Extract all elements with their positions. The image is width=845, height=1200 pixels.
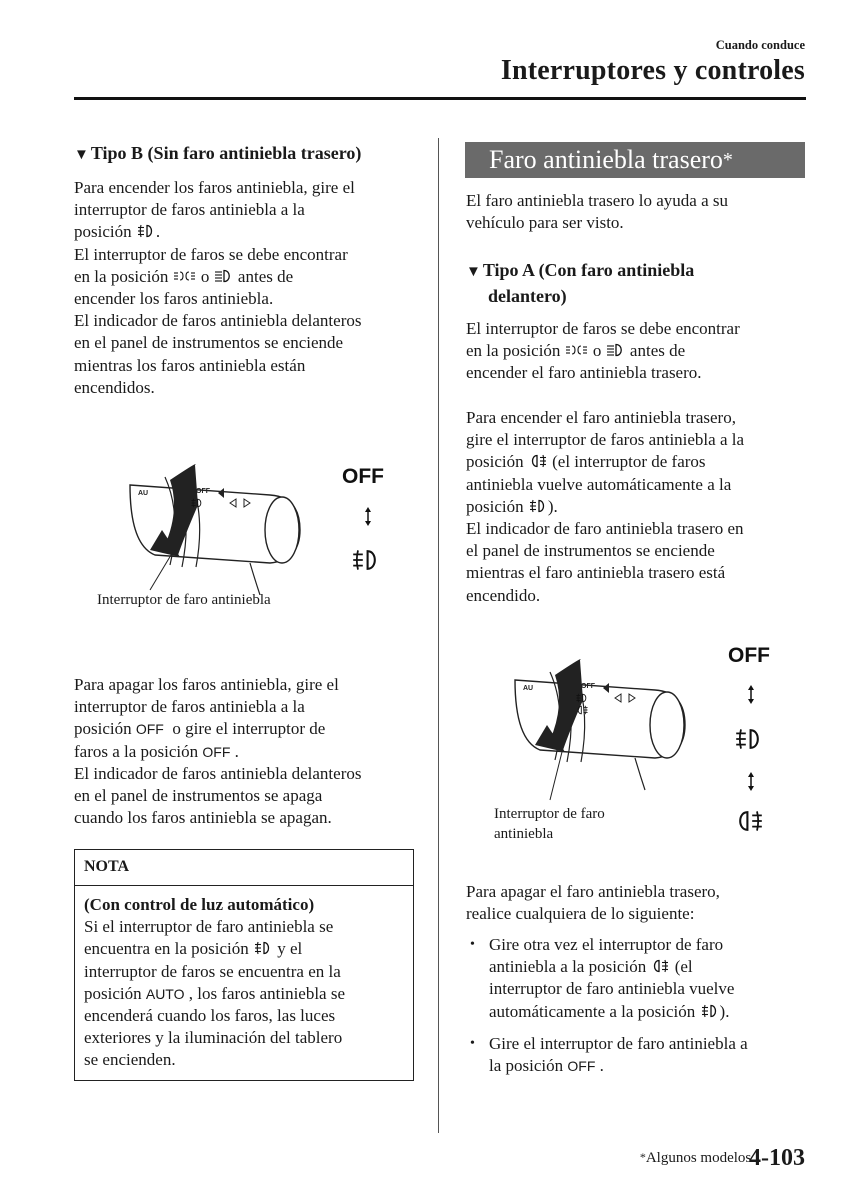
triangle-marker-icon: ▼ (74, 147, 89, 163)
rear-fog-icon (740, 811, 762, 830)
footer-note: *Algunos modelos. (639, 1150, 755, 1166)
bullet-item-1: • Gire otra vez el interruptor de faro antiniebla a la posición (el interruptor de faro antiniebla vuelve automáticamente a la posición ). (470, 935, 735, 1021)
right-subheading: ▼ Tipo A (Con faro antiniebla delantero) (466, 260, 695, 306)
front-fog-icon (736, 729, 758, 748)
nota-title: NOTA (84, 858, 130, 875)
off-code: OFF (202, 743, 231, 760)
column-divider (438, 138, 439, 1133)
nota-divider (75, 885, 413, 886)
bullet-icon: • (470, 937, 475, 952)
switch-auto-mark: AU (138, 490, 149, 497)
front-fog-icon (253, 941, 273, 955)
off-code: OFF (567, 1058, 596, 1075)
section-banner: Faro antiniebla trasero* (465, 142, 805, 178)
right-para-1: El interruptor de faros se debe encontrar en la posición o antes de encender el faro antiniebla trasero. (466, 319, 740, 383)
off-code: OFF (135, 721, 164, 738)
left-para-1: Para encender los faros antiniebla, gire el interruptor de faros antiniebla a la posición . El interruptor de faros se debe encontrar en la posición o antes de encender los faros antiniebla. El indicador de faros antiniebla delanteros en el panel de instrumentos se enciende mientras los faros antiniebla están encendidos. (74, 178, 362, 397)
nota-body: (Con control de luz automático) Si el interruptor de faro antiniebla se encuentra en la posición y el interruptor de faros se encuentra en la posición AUTO , los faros antiniebla se encenderá cuando los faros, las luces exteriores y la iluminación del tablero se encienden. (84, 895, 346, 1070)
switch-off-mark: OFF (581, 683, 595, 690)
parking-lights-icon (173, 269, 197, 283)
right-para-2: Para encender el faro antiniebla trasero, gire el interruptor de faros antiniebla a la posición (el interruptor de faros antiniebla vuelve automáticamente a la posición ). El indicador de faro antiniebla trasero en el panel de instrumentos se enciende mientras el faro antiniebla trasero está encendido. (466, 408, 745, 605)
updown-arrow-icon (748, 685, 754, 704)
header-rule (74, 97, 806, 100)
switch-off-mark: OFF (196, 488, 210, 495)
headlights-icon (214, 269, 234, 283)
switch-auto-mark: AU (523, 685, 534, 692)
section-label: Cuando conduce (715, 38, 805, 52)
bullet-icon: • (470, 1036, 475, 1051)
front-fog-icon (353, 550, 375, 569)
page-number: 4-103 (749, 1145, 805, 1171)
parking-lights-icon (565, 343, 589, 357)
front-fog-icon (700, 1004, 720, 1018)
updown-arrow-icon (365, 507, 371, 526)
rear-fog-icon (528, 454, 548, 468)
triangle-marker-icon: ▼ (466, 264, 481, 280)
figure-caption-left: Interruptor de faro antiniebla (97, 592, 271, 608)
headlights-icon (606, 343, 626, 357)
front-fog-icon (528, 499, 548, 513)
left-para-2: Para apagar los faros antiniebla, gire el interruptor de faros antiniebla a la posición OFF o gire el interruptor de faros a la posición OFF . El indicador de faros antiniebla delanteros en el panel de instrumentos se apaga cuando los faros antiniebla se apagan. (74, 675, 362, 828)
right-intro: El faro antiniebla trasero lo ayuda a su vehículo para ser visto. (466, 191, 728, 233)
auto-code: AUTO (145, 985, 185, 1002)
figure-caption-right: Interruptor de faro antiniebla (494, 806, 605, 842)
updown-arrow-icon (748, 772, 754, 791)
left-subheading: ▼ Tipo B (Sin faro antiniebla trasero) (74, 141, 361, 167)
rear-fog-icon (650, 959, 670, 973)
right-para-3: Para apagar el faro antiniebla trasero, realice cualquiera de lo siguiente: (466, 882, 720, 924)
fog-switch-figure-left (110, 455, 420, 595)
figure-off-label: OFF (728, 644, 770, 667)
page-title: Interruptores y controles (500, 55, 805, 86)
figure-off-label: OFF (342, 465, 384, 488)
front-fog-icon (136, 224, 156, 238)
asterisk-marker: * (722, 149, 733, 171)
bullet-item-2: • Gire el interruptor de faro antiniebla a la posición OFF . (470, 1034, 748, 1076)
